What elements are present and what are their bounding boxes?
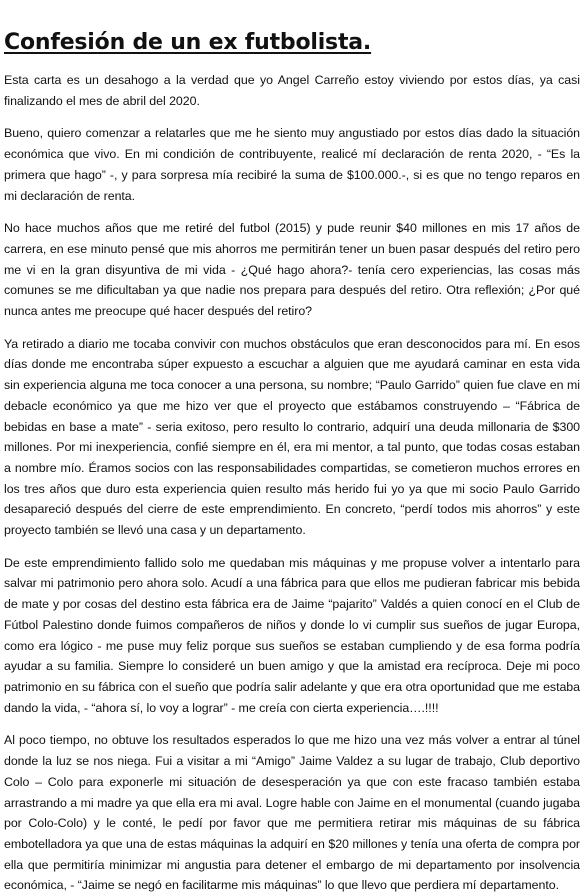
paragraph-business-partner: Ya retirado a diario me tocaba convivir con muchos obstáculos que eran desconocidos para mí. En esos días donde me encontraba súper expuesto a escuchar a alguien que me ayudará caminar en esta vida sin experiencia alguna me toca conocer a una persona, su nombre; “Paulo Garrido” quien fue clave en mi debacle económico ya que me hizo ver que el proyecto que estábamos construyendo – “Fábrica de bebidas en base a mate” - seria exitoso, pero resulto lo contrario, adquirí una deuda millonaria de $300 millones. Por mi inexperiencia, confié siempre en él, era mi mentor, a tal punto, que todas cosas estaban a nombre mío. Éramos socios con las responsabilidades compartidas, se cometieron muchos errores en los tres años que duro esta experiencia quien resulto más herido fui yo ya que mi socio Paulo Garrido desapareció después del cierre de este emprendimiento. En concreto, “perdí todos mis ahorros” y este proyecto también se llevó una casa y un departamento. — [4, 336, 580, 538]
paragraph-retirement: No hace muchos años que me retiré del futbol (2015) y pude reunir $40 millones en mis 17 años de carrera, en ese minuto pensé que mis ahorros me permitirán tener un buen pasar después del retiro pero me vi en la gran disyuntiva de mi vida - ¿Qué hago ahora?- tenía cero experiencias, las cosas más comunes se me dificultaban ya que nadie nos prepara para después del retiro. Otra reflexión; ¿Por qué nunca antes me preocupe qué hacer después del retiro? — [4, 221, 580, 319]
document-title: Confesión de un ex futbolista. — [4, 30, 372, 55]
letter-document — [4, 30, 580, 896]
paragraph-intro: Esta carta es un desahogo a la verdad que yo Angel Carreño estoy viviendo por estos días, ya casi finalizando el mes de abril del 2020. — [4, 73, 580, 108]
paragraph-tax-return: Bueno, quiero comenzar a relatarles que me he siento muy angustiado por estos días dado la situación económica que vivo. En mi condición de contribuyente, realicé mí declaración de renta 2020, - “Es la primera que hago” -, y para sorpresa mía recibiré la suma de $100.000.-, si es que no tengo reparos en mi declaración de renta. — [4, 126, 580, 203]
paragraph-factory: De este emprendimiento fallido solo me quedaban mis máquinas y me propuse volver a intentarlo para salvar mi patrimonio pero ahora solo. Acudí a una fábrica para que ellos me pudieran fabricar mis bebida de mate y por cosas del destino esta fábrica era de Jaime “pajarito” Valdés a quien conocí en el Club de Fútbol Palestino donde fuimos compañeros de niños y donde lo vi cumplir sus sueños de jugar Europa, como era lógico - me puse muy feliz porque sus sueños se estaban cumpliendo y de esa forma podría ayudar a su familia. Siempre lo consideré un buen amigo y que la amistad era recíproca. Deje mi poco patrimonio en su fábrica con el sueño que podría salir adelante y que era otra oportunidad que me estaba dando la vida, - “ahora sí, lo voy a lograr” - me creía con cierta experiencia….!!!! — [4, 555, 580, 715]
paragraph-outcome: Al poco tiempo, no obtuve los resultados esperados lo que me hizo una vez más volver a entrar al túnel donde la luz se nos niega. Fui a visitar a mi “Amigo” Jaime Valdez a su lugar de trabajo, Club deportivo Colo – Colo para exponerle mi situación de desesperación ya que con este fracaso también estaba arrastrando a mi madre ya que ella era mi aval. Logre hable con Jaime en el monumental (cuando jugaba por Colo-Colo) y le conté, le pedí por favor que me permitiera retirar mis máquinas de su fábrica embotelladora ya que una de estas máquinas la adquirí en $20 millones y tenía una oferta de compra por ella que permitiría minimizar mi angustia para detener el embargo de mi departamento por insolvencia económica, - “Jaime se negó en facilitarme mis máquinas” lo que llevo que perdiera mí departamento. — [4, 733, 580, 893]
